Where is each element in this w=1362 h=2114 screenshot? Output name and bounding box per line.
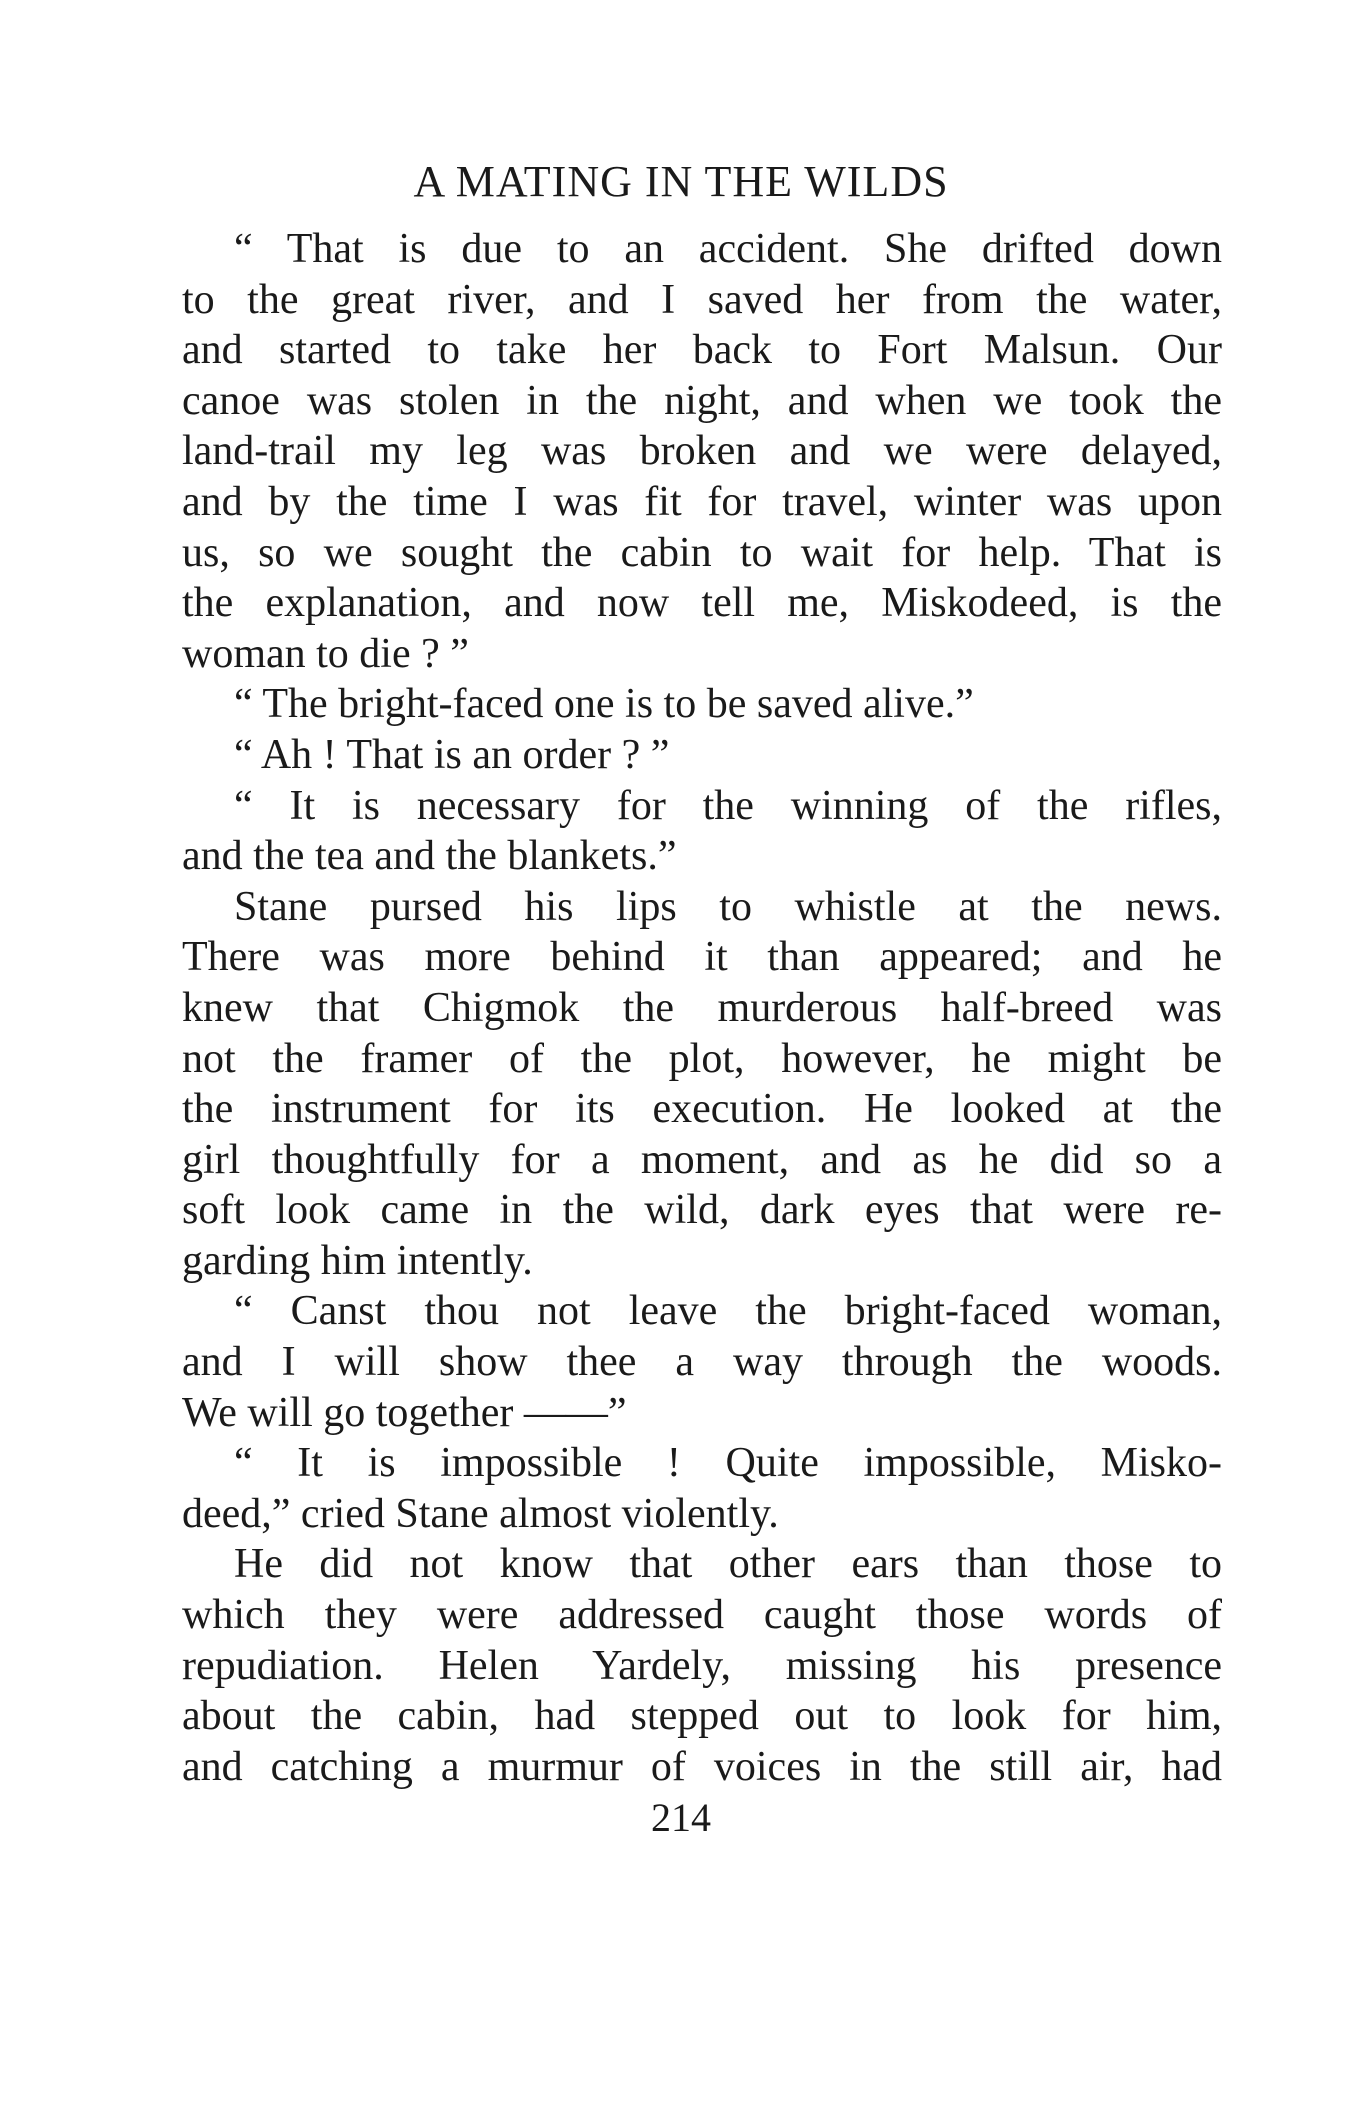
text-line: which they were addressed caught those words of [182,1592,1222,1639]
text-line: “ It is impossible ! Quite impossible, Misko- [234,1440,1222,1487]
text-line: and I will show thee a way through the woods. [182,1339,1222,1386]
text-line: to the great river, and I saved her from the water, [182,276,1222,323]
page-number: 214 [651,1795,711,1840]
text-line: land-trail my leg was broken and we were delayed, [182,428,1222,475]
text-line: the explanation, and now tell me, Miskodeed, is the [182,580,1222,627]
text-line: girl thoughtfully for a moment, and as he did so a [182,1136,1222,1183]
text-line: “ The bright-faced one is to be saved alive.” [234,681,974,728]
text-line: us, so we sought the cabin to wait for help. That is [182,529,1222,576]
text-line: and by the time I was fit for travel, winter was upon [182,478,1222,525]
text-line: not the framer of the plot, however, he might be [182,1035,1222,1082]
text-line: garding him intently. [182,1237,533,1284]
text-line: woman to die ? ” [182,630,469,677]
text-line: There was more behind it than appeared; and he [182,934,1222,981]
text-line: the instrument for its execution. He looked at the [182,1086,1222,1133]
text-line: deed,” cried Stane almost violently. [182,1490,779,1537]
text-line: knew that Chigmok the murderous half-breed was [182,984,1222,1031]
text-line: soft look came in the wild, dark eyes that were re- [182,1187,1222,1234]
text-line: “ Canst thou not leave the bright-faced woman, [234,1288,1222,1335]
running-head: A MATING IN THE WILDS [413,157,949,206]
text-line: about the cabin, had stepped out to look for him, [182,1693,1222,1740]
text-line: “ That is due to an accident. She drifted down [234,226,1222,272]
text-line: repudiation. Helen Yardely, missing his presence [182,1642,1222,1689]
text-line: and the tea and the blankets.” [182,833,677,880]
text-line: “ It is necessary for the winning of the rifles, [234,782,1222,829]
text-line: canoe was stolen in the night, and when we took the [182,377,1222,424]
body-text [182,224,1222,1792]
text-line: and started to take her back to Fort Malsun. Our [182,327,1222,374]
text-line: “ Ah ! That is an order ? ” [234,731,670,778]
text-line: Stane pursed his lips to whistle at the news. [234,883,1222,930]
text-line: and catching a murmur of voices in the still air, had [182,1743,1222,1790]
text-line: He did not know that other ears than those to [234,1541,1222,1588]
text-line: We will go together ——” [182,1389,627,1436]
